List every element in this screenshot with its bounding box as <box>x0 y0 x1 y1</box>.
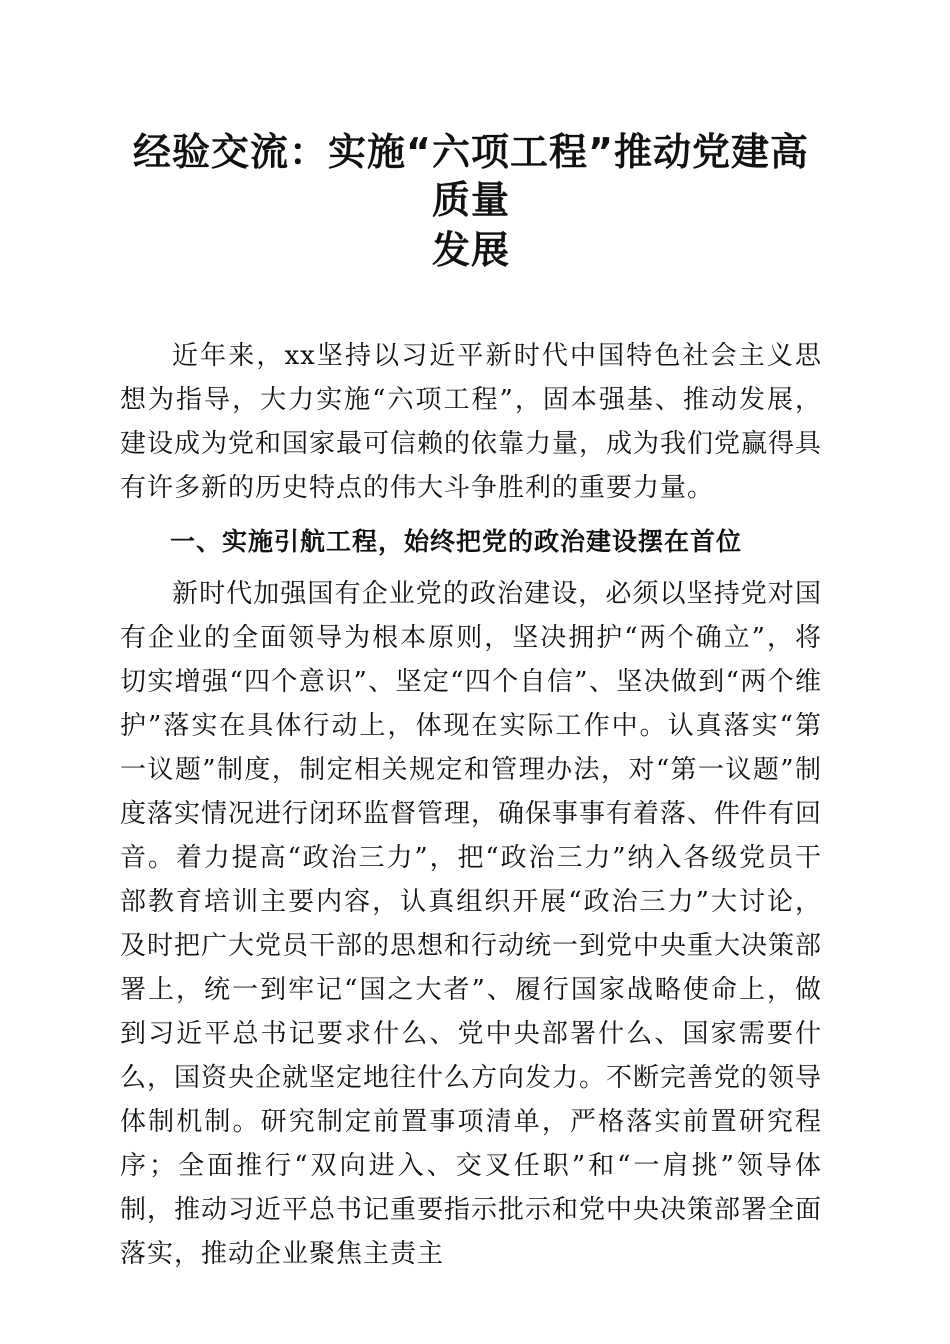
title-line-1: 经验交流：实施“六项工程”推动党建高质量 <box>133 130 809 222</box>
section-heading-1: 一、实施引航工程，始终把党的政治建设摆在首位 <box>170 527 743 556</box>
document-body <box>120 334 822 1276</box>
document-title <box>120 128 822 274</box>
section-1-paragraph: 新时代加强国有企业党的政治建设，必须以坚持党对国有企业的全面领导为根本原则，坚决拥护“两个确立”，将切实增强“四个意识”、坚定“四个自信”、坚决做到“两个维护”落实在具体行动上，体现在实际工作中。认真落实“第一议题”制度，制定相关规定和管理办法，对“第一议题”制度落实情况进行闭环监督管理，确保事事有着落、件件有回音。着力提高“政治三力”，把“政治三力”纳入各级党员干部教育培训主要内容，认真组织开展“政治三力”大讨论，及时把广大党员干部的思想和行动统一到党中央重大决策部署上，统一到牢记“国之大者”、履行国家战略使命上，做到习近平总书记要求什么、党中央部署什么、国家需要什么，国资央企就坚定地往什么方向发力。不断完善党的领导体制机制。研究制定前置事项清单，严格落实前置研究程序；全面推行“双向进入、交叉任职”和“一肩挑”领导体制，推动习近平总书记重要指示批示和党中央决策部署全面落实，推动企业聚焦主责主 <box>120 579 823 1269</box>
intro-paragraph: 近年来，xx坚持以习近平新时代中国特色社会主义思想为指导，大力实施“六项工程”，固本强基、推动发展，建设成为党和国家最可信赖的依靠力量，成为我们党赢得具有许多新的历史特点的伟大斗争胜利的重要力量。 <box>120 341 823 503</box>
title-line-2: 发展 <box>431 228 510 272</box>
